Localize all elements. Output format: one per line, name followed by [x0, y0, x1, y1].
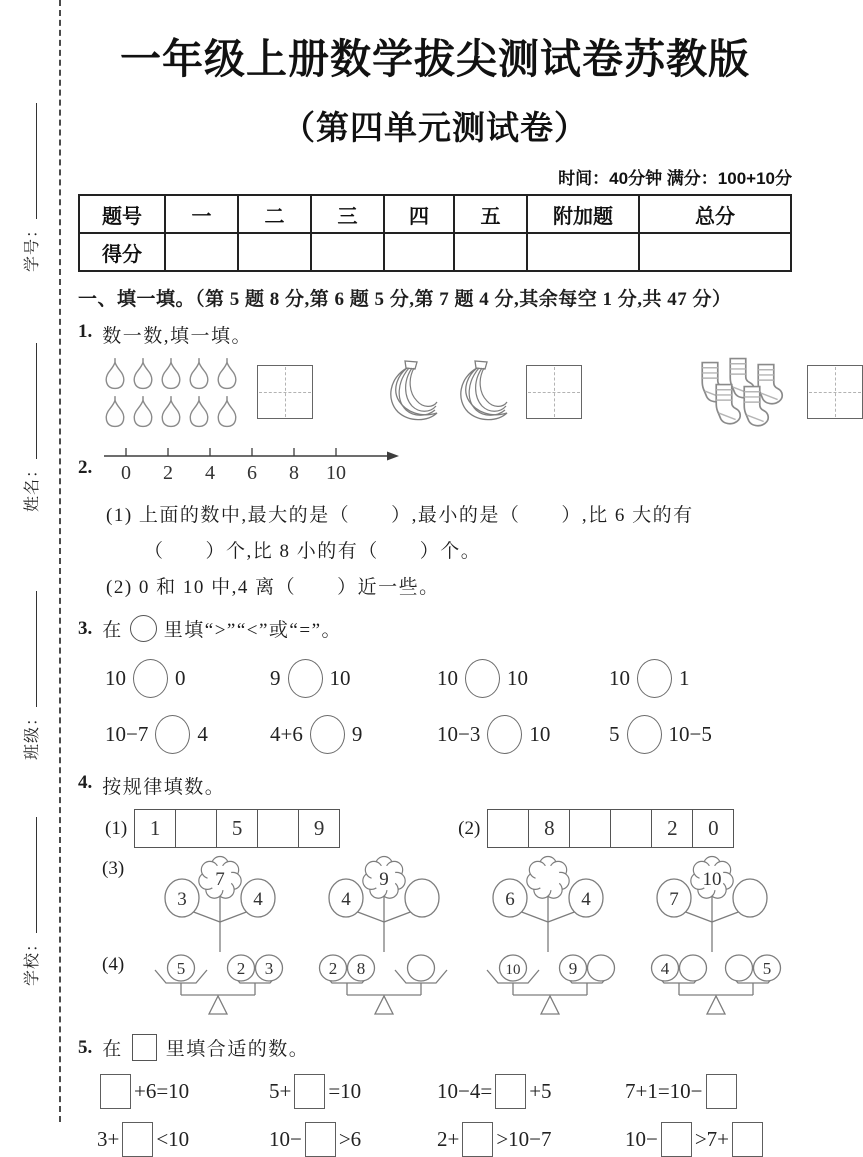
sequence-cell: 1	[134, 809, 176, 848]
comparison-item	[609, 715, 792, 754]
svg-text:7: 7	[669, 889, 679, 910]
score-table-header-cell: 总分	[639, 195, 791, 233]
sidebar-student-name	[17, 312, 43, 512]
comparison-right: 4	[197, 722, 208, 746]
sidebar-school	[17, 786, 43, 986]
comparison-item	[609, 659, 792, 698]
score-cell[interactable]	[311, 233, 384, 271]
q2-part-text: 上面的数中,最大的是（ ）,最小的是（ ）,比 6 大的有	[138, 505, 694, 526]
equation-item	[97, 1074, 269, 1109]
sequence-cell[interactable]	[487, 809, 529, 848]
q2-part-label: (1)	[106, 505, 139, 526]
count-answer-box[interactable]	[257, 365, 313, 419]
equation-item	[97, 1122, 269, 1157]
comparison-item	[437, 715, 609, 754]
q3-comparison-rows	[78, 659, 792, 754]
fill-box[interactable]	[495, 1074, 526, 1109]
equation-item	[269, 1074, 437, 1109]
q1-group-bananas	[377, 354, 582, 430]
number-strip	[487, 809, 734, 848]
svg-text:10: 10	[702, 869, 722, 890]
equation-text: 10−	[269, 1127, 302, 1151]
equation-item	[437, 1122, 625, 1157]
svg-text:9: 9	[568, 959, 578, 978]
example-circle-icon	[130, 615, 157, 642]
comparison-right: 9	[351, 722, 363, 746]
q5-row	[78, 1074, 792, 1109]
q5-number: 5.	[78, 1036, 93, 1058]
sequence-cell[interactable]	[176, 809, 217, 848]
sequence-cell: 0	[693, 809, 734, 848]
q2-part-text: 0 和 10 中,4 离（ ）近一些。	[138, 577, 440, 598]
score-cell[interactable]	[384, 233, 454, 271]
svg-text:8: 8	[356, 959, 366, 978]
count-answer-box[interactable]	[526, 365, 582, 419]
comparison-right: 0	[175, 666, 186, 690]
q3-row	[78, 715, 792, 754]
equation-text: 10−4=	[437, 1079, 493, 1103]
q1-count-row	[78, 352, 792, 432]
comparison-item	[437, 659, 609, 698]
flower-leaf-circle[interactable]	[733, 879, 767, 917]
score-table-header-cell: 题号	[79, 195, 165, 233]
flower-diagram	[145, 856, 295, 954]
q2-text-line	[78, 536, 792, 563]
q4-strip-label: (1)	[105, 817, 128, 839]
svg-text:6: 6	[505, 889, 515, 910]
school-label: 学校：	[23, 934, 41, 986]
section-one-heading: 一、填一填。（第 5 题 8 分,第 6 题 5 分,第 7 题 4 分,其余每空 1 分,共 47 分）	[78, 289, 732, 310]
sidebar-student-id	[17, 72, 43, 272]
svg-text:4: 4	[660, 959, 670, 978]
sequence-cell: 5	[217, 809, 258, 848]
svg-text:5: 5	[176, 959, 186, 978]
sequence-cell: 2	[652, 809, 693, 848]
sequence-cell[interactable]	[611, 809, 652, 848]
comparison-left: 10−7	[105, 722, 149, 746]
number-line-figure	[102, 444, 400, 486]
comparison-right: 10−5	[668, 722, 712, 746]
comparison-circle[interactable]	[155, 715, 190, 754]
comparison-item	[105, 659, 270, 698]
svg-text:4: 4	[341, 889, 351, 910]
q4-strip-label: (2)	[458, 817, 481, 839]
q1-number: 1.	[78, 321, 93, 342]
svg-text:8: 8	[289, 462, 300, 484]
comparison-left: 10	[437, 666, 458, 690]
comparison-circle[interactable]	[637, 659, 672, 698]
equation-text: 10−	[625, 1127, 658, 1151]
svg-text:3: 3	[264, 959, 274, 978]
fill-box[interactable]	[462, 1122, 493, 1157]
q4-balance-scales	[78, 954, 792, 1018]
svg-text:0: 0	[121, 462, 132, 484]
svg-text:3: 3	[177, 889, 187, 910]
comparison-right: 1	[679, 666, 690, 690]
page-title: 一年级上册数学拔尖测试卷苏教版	[120, 36, 750, 82]
q4-flower-diagrams	[78, 856, 792, 954]
svg-text:2: 2	[163, 462, 174, 484]
comparison-right: 10	[507, 666, 528, 690]
comparison-right: 10	[529, 722, 551, 746]
student-id-label: 学号：	[23, 220, 41, 272]
comparison-left: 9	[270, 666, 281, 690]
q5-prompt: 在 里填合适的数。	[102, 1034, 309, 1061]
q4-part4-label: (4)	[102, 954, 125, 975]
page-subtitle: （第四单元测试卷）	[282, 109, 588, 146]
sequence-cell: 9	[299, 809, 340, 848]
comparison-left: 10−3	[437, 722, 481, 746]
scale-weight-circle[interactable]	[726, 955, 753, 981]
q1-group-socks	[688, 354, 863, 430]
equation-text: +5	[529, 1079, 552, 1103]
score-table	[78, 194, 792, 272]
score-cell[interactable]	[165, 233, 238, 271]
comparison-circle[interactable]	[133, 659, 168, 698]
comparison-item	[105, 715, 270, 754]
equation-item	[269, 1122, 437, 1157]
score-table-header-cell: 五	[454, 195, 527, 233]
comparison-circle[interactable]	[288, 659, 323, 698]
equation-text: >7+	[694, 1127, 730, 1151]
comparison-left: 5	[609, 722, 620, 746]
comparison-left: 10	[105, 666, 126, 690]
comparison-item	[270, 715, 437, 754]
svg-text:9: 9	[379, 869, 389, 890]
equation-text: =10	[328, 1079, 362, 1103]
q3-prompt: 在 里填“>”“<”或“=”。	[102, 615, 342, 642]
sidebar-class	[17, 560, 43, 760]
score-cell[interactable]	[454, 233, 527, 271]
svg-text:6: 6	[247, 462, 258, 484]
equation-text: 2+	[437, 1127, 460, 1151]
scale-weight-circle[interactable]	[588, 955, 615, 981]
q4-number: 4.	[78, 772, 93, 793]
number-strip	[134, 809, 340, 848]
fill-box[interactable]	[732, 1122, 763, 1157]
number-line	[102, 444, 400, 491]
q2-number: 2.	[78, 456, 93, 478]
equation-text: 3+	[97, 1127, 120, 1151]
class-label: 班级：	[23, 708, 41, 760]
score-cell[interactable]	[527, 233, 639, 271]
score-row-label: 得分	[79, 233, 165, 271]
count-answer-box[interactable]	[807, 365, 863, 419]
comparison-circle[interactable]	[487, 715, 522, 754]
pears-picture	[100, 354, 248, 430]
equation-text: 7+1=10−	[625, 1079, 703, 1103]
fill-box[interactable]	[294, 1074, 325, 1109]
q4-part3-label: (3)	[102, 858, 125, 879]
fill-box[interactable]	[100, 1074, 131, 1109]
score-table-header-cell: 一	[165, 195, 238, 233]
svg-text:4: 4	[205, 462, 216, 484]
balance-scale	[305, 954, 463, 1018]
flower-diagram	[309, 856, 459, 954]
q2-text-line	[78, 572, 792, 599]
q4-prompt: 按规律填数。	[102, 777, 226, 798]
score-table-header-cell: 附加题	[527, 195, 639, 233]
scale-weight-circle[interactable]	[408, 955, 435, 981]
equation-item	[625, 1122, 792, 1157]
score-cell[interactable]	[238, 233, 311, 271]
q2-text-line	[78, 500, 792, 527]
fill-box[interactable]	[305, 1122, 336, 1157]
score-cell[interactable]	[639, 233, 791, 271]
fill-box[interactable]	[706, 1074, 737, 1109]
fill-box[interactable]	[122, 1122, 153, 1157]
svg-text:4: 4	[253, 889, 263, 910]
time-score-info: 时间：40分钟 满分：100+10分	[558, 169, 792, 188]
q2-parts	[78, 500, 792, 599]
score-table-header-cell: 四	[384, 195, 454, 233]
equation-text: <10	[156, 1127, 190, 1151]
equation-text: >10−7	[496, 1127, 552, 1151]
score-table-header-cell: 三	[311, 195, 384, 233]
student-name-label: 姓名：	[23, 460, 41, 512]
sequence-cell[interactable]	[570, 809, 611, 848]
sequence-cell[interactable]	[258, 809, 299, 848]
svg-text:2: 2	[236, 959, 246, 978]
svg-text:7: 7	[215, 869, 225, 890]
q3-row	[78, 659, 792, 698]
comparison-circle[interactable]	[465, 659, 500, 698]
comparison-left: 4+6	[270, 722, 303, 746]
socks-picture	[688, 354, 798, 430]
q2-part-text: （ ）个,比 8 小的有（ ）个。	[144, 541, 482, 562]
svg-text:5: 5	[762, 959, 772, 978]
q3-number: 3.	[78, 617, 93, 639]
example-box-icon	[132, 1034, 157, 1061]
class-blank[interactable]	[23, 591, 37, 707]
balance-scale	[139, 954, 297, 1018]
equation-item	[437, 1074, 625, 1109]
equation-text: +6=10	[134, 1079, 190, 1103]
q4-number-strips	[78, 809, 792, 848]
svg-text:2: 2	[328, 959, 338, 978]
balance-scale	[471, 954, 629, 1018]
flower-leaf-circle[interactable]	[405, 879, 439, 917]
q2-part-label: (2)	[106, 577, 139, 598]
student-id-blank[interactable]	[23, 103, 37, 219]
bananas-picture	[377, 354, 517, 430]
binding-dashed-line	[59, 0, 61, 1122]
comparison-right: 10	[329, 666, 351, 690]
q1-prompt: 数一数,填一填。	[102, 326, 253, 347]
flower-diagram	[637, 856, 787, 954]
q5-equation-rows	[78, 1074, 792, 1157]
score-table-header-cell: 二	[238, 195, 311, 233]
school-blank[interactable]	[23, 817, 37, 933]
flower-diagram	[473, 856, 623, 954]
equation-item	[625, 1074, 792, 1109]
equation-text: 5+	[269, 1079, 292, 1103]
scale-weight-circle[interactable]	[680, 955, 707, 981]
comparison-item	[270, 659, 437, 698]
equation-text: >6	[338, 1127, 362, 1151]
flower-center-circle[interactable]	[536, 866, 561, 891]
svg-text:10: 10	[326, 462, 347, 484]
q1-group-pears	[100, 354, 313, 430]
comparison-left: 10	[609, 666, 630, 690]
svg-text:10: 10	[505, 962, 521, 978]
comparison-circle[interactable]	[310, 715, 345, 754]
comparison-circle[interactable]	[627, 715, 662, 754]
balance-scale	[637, 954, 795, 1018]
student-name-blank[interactable]	[23, 343, 37, 459]
sequence-cell: 8	[529, 809, 570, 848]
fill-box[interactable]	[661, 1122, 692, 1157]
svg-text:4: 4	[581, 889, 591, 910]
q5-row	[78, 1122, 792, 1157]
